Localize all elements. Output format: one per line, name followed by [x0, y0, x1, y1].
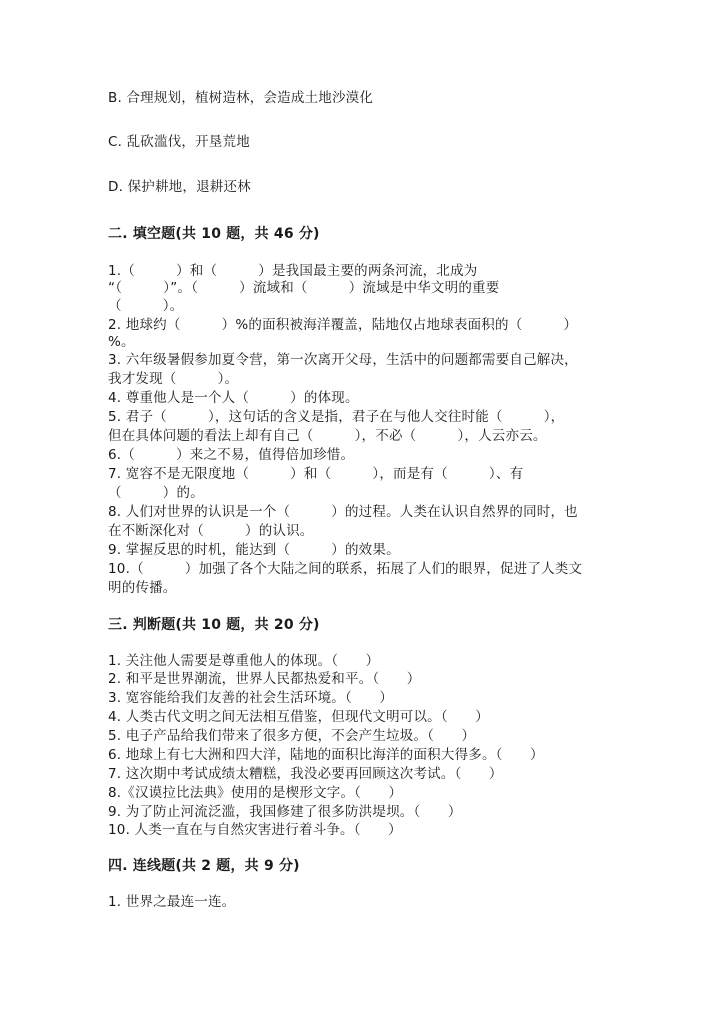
judge-line: 9. 为了防止河流泛滥，我国修建了很多防洪堤坝。（ ） [108, 804, 462, 820]
section-4-title: 四. 连线题(共 2 题，共 9 分) [108, 858, 300, 874]
fill-line: 4. 尊重他人是一个人（ ）的体现。 [108, 390, 359, 406]
fill-line: 6.（ ）来之不易，值得倍加珍惜。 [108, 447, 355, 463]
judge-line: 2. 和平是世界潮流，世界人民都热爱和平。（ ） [108, 671, 421, 687]
fill-line: 7. 宽容不是无限度地（ ）和（ ），而是有（ ）、有 [108, 466, 524, 482]
judge-line: 7. 这次期中考试成绩太糟糕，我没必要再回顾这次考试。（ ） [108, 766, 503, 782]
section-3-title: 三. 判断题(共 10 题，共 20 分) [108, 617, 320, 633]
section-2-title: 二. 填空题(共 10 题，共 46 分) [108, 226, 320, 242]
fill-line: 8. 人们对世界的认识是一个（ ）的过程。人类在认识自然界的同时，也 [108, 504, 578, 520]
judge-line: 5. 电子产品给我们带来了很多方便，不会产生垃圾。（ ） [108, 728, 476, 744]
fill-line: 9. 掌握反思的时机，能达到（ ）的效果。 [108, 542, 400, 558]
fill-line: 但在具体问题的看法上却有自己（ ），不必（ ），人云亦云。 [108, 428, 547, 444]
fill-line: 5. 君子（ ），这句话的含义是指，君子在与他人交往时能（ ）， [108, 409, 565, 425]
fill-line: 1.（ ）和（ ）是我国最主要的两条河流，北成为 [108, 263, 478, 279]
judge-line: 10. 人类一直在与自然灾害进行着斗争。（ ） [108, 822, 402, 838]
fill-line: 2. 地球约（ ）%的面积被海洋覆盖，陆地仅占地球表面积的（ ） [108, 317, 578, 333]
option-d: D. 保护耕地，退耕还林 [108, 179, 251, 195]
fill-line: 明的传播。 [108, 580, 177, 596]
fill-line: 10.（ ）加强了各个大陆之间的联系，拓展了人们的眼界，促进了人类文 [108, 561, 583, 577]
match-line: 1. 世界之最连一连。 [108, 894, 236, 910]
judge-line: 6. 地球上有七大洲和四大洋，陆地的面积比海洋的面积大得多。（ ） [108, 747, 544, 763]
fill-line: （ ）。 [108, 298, 184, 314]
judge-line: 8.《汉谟拉比法典》使用的是楔形文字。（ ） [108, 785, 403, 801]
fill-line: 在不断深化对（ ）的认识。 [108, 523, 314, 539]
judge-line: 3. 宽容能给我们友善的社会生活环境。（ ） [108, 690, 394, 706]
fill-line: 3. 六年级暑假参加夏令营，第一次离开父母，生活中的问题都需要自己解决， [108, 352, 578, 368]
judge-line: 4. 人类古代文明之间无法相互借鉴，但现代文明可以。（ ） [108, 709, 489, 725]
option-c: C. 乱砍滥伐，开垦荒地 [108, 134, 250, 150]
fill-line: 我才发现（ ）。 [108, 371, 239, 387]
option-b: B. 合理规划，植树造林，会造成土地沙漠化 [108, 90, 374, 106]
fill-line: （ ）的。 [108, 485, 204, 501]
fill-line: %。 [108, 334, 135, 350]
fill-line: “（ ）”。（ ）流域和（ ）流域是中华文明的重要 [108, 280, 500, 296]
judge-line: 1. 关注他人需要是尊重他人的体现。（ ） [108, 653, 380, 669]
